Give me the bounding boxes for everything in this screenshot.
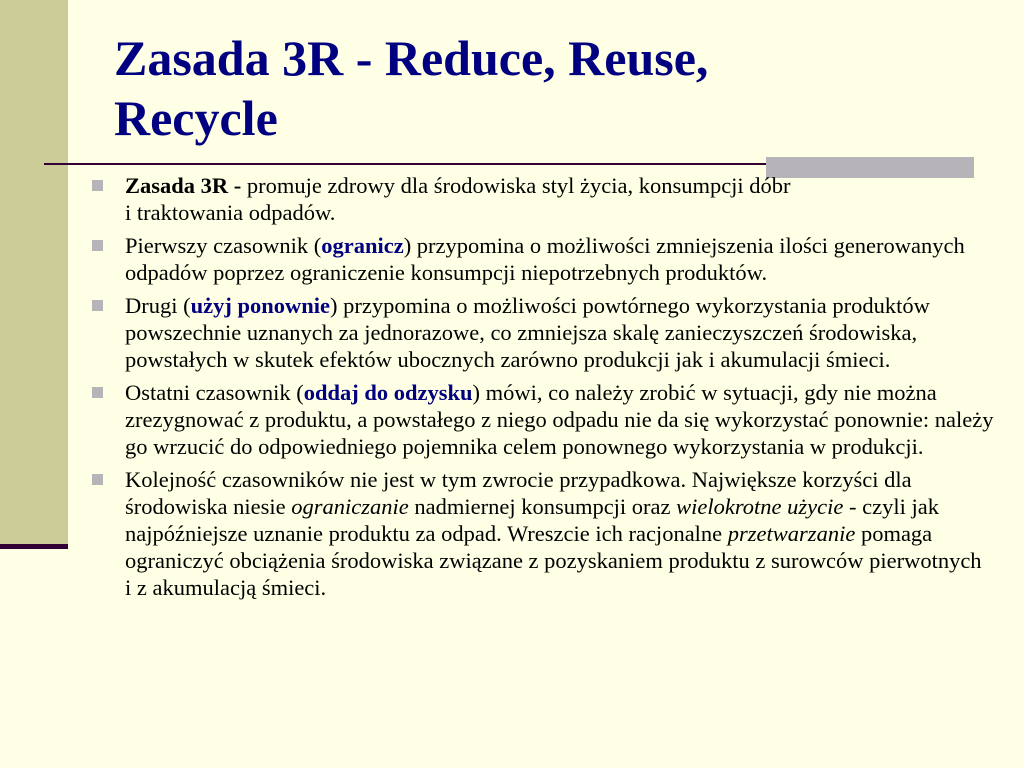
italic-term: wielokrotne użycie [676, 494, 844, 519]
bullet-lead: Zasada 3R - [125, 173, 242, 198]
keyword-highlight: ogranicz [321, 233, 404, 258]
bullet-item-2 [88, 232, 1018, 286]
slide-title [114, 28, 974, 148]
slide-title-line-1: Zasada 3R - Reduce, Reuse, [114, 30, 709, 86]
square-bullet-icon [92, 387, 103, 398]
bullet-text: ) przypomina o możliwości zmniejszenia ilości generowanych odpadów poprzez ograniczenie konsumpcji niepotrzebnych produktów. [125, 233, 965, 285]
bullet-text: Ostatni czasownik ( [125, 380, 304, 405]
bullet-item-3 [88, 292, 1018, 373]
bullet-text: ) mówi, co należy zrobić w sytuacji, gdy nie można zrezygnować z produktu, a powstałego z niego odpadu nie da się wykorzystać ponownie: należy go wrzucić do odpowiedniego pojemnika celem ponownego wykorzystania w produkcji. [125, 380, 994, 459]
italic-term: ograniczanie [291, 494, 409, 519]
bullet-list [88, 172, 1018, 607]
bullet-item-1 [88, 172, 1018, 226]
bullet-text: - czyli jak najpóźniejsze uznanie produktu za odpad. Wreszcie ich racjonalne [125, 494, 939, 546]
keyword-highlight: użyj ponownie [190, 293, 331, 318]
keyword-highlight: oddaj do odzysku [303, 380, 473, 405]
square-bullet-icon [92, 240, 103, 251]
bullet-item-4 [88, 379, 1018, 460]
bullet-text: i z akumulacją śmieci. [125, 575, 327, 600]
bullet-text: pomaga ograniczyć obciążenia środowiska związane z pozyskaniem produktu z surowców pierwotnych [125, 521, 982, 573]
bullet-item-5 [88, 466, 1018, 601]
italic-term: przetwarzanie [727, 521, 856, 546]
side-band [0, 0, 68, 548]
bullet-text: Drugi ( [125, 293, 191, 318]
square-bullet-icon [92, 300, 103, 311]
bullet-text: Pierwszy czasownik ( [125, 233, 322, 258]
bullet-text: ) przypomina o możliwości powtórnego wykorzystania produktów powszechnie uznanych za jednorazowe, co zmniejsza skalę zanieczyszczeń środowiska, powstałych w skutek efektów ubocznych zarówno produkcji jak i akumulacji śmieci. [125, 293, 930, 372]
side-band-rule [0, 544, 68, 549]
square-bullet-icon [92, 180, 103, 191]
bullet-text: i traktowania odpadów. [125, 200, 336, 225]
bullet-text: promuje zdrowy dla środowiska styl życia, konsumpcji dóbr [241, 173, 791, 198]
bullet-text: Kolejność czasowników nie jest w tym zwrocie przypadkowa. Największe korzyści dla środowiska niesie [125, 467, 912, 519]
bullet-text: nadmiernej konsumpcji oraz [408, 494, 677, 519]
square-bullet-icon [92, 474, 103, 485]
slide-title-line-2: Recycle [114, 90, 278, 146]
